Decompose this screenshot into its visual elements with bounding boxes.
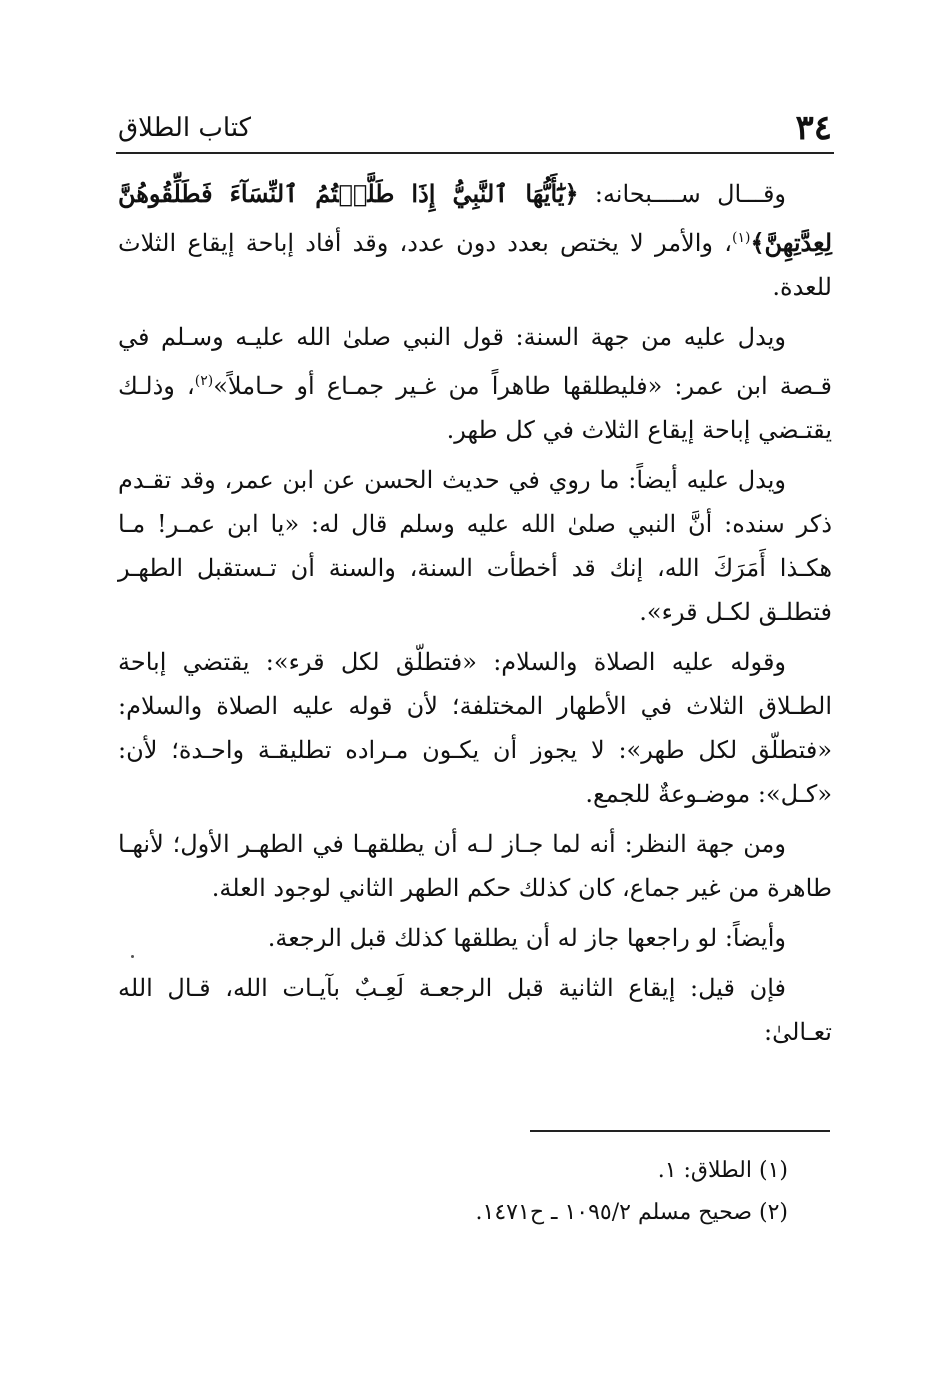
paragraph-7 (118, 966, 832, 1054)
footnotes (118, 1150, 832, 1234)
paragraph-7-text: فإن قيل: إيقاع الثانية قبل الرجعـة لَعِـبٌ بآيـات الله، قـال الله تعـالىٰ: (118, 974, 832, 1046)
paragraph-3 (118, 458, 832, 634)
paragraph-4 (118, 640, 832, 816)
footnote-ref-2: (٢) (194, 373, 214, 389)
paragraph-3-text: ويدل عليه أيضاً: ما روي في حديث الحسن عن ابن عمر، وقد تقـدم ذكر سنده: أنَّ النبي صلىٰ الله عليه وسلم قال له: «يا ابن عمـر! مـا هكـذا أَمَرَكَ الله، إنك قد أخطأت السنة، والسنة أن تـستقبل الطهـر فتطلـق لكـل قرء». (118, 466, 832, 626)
paragraph-2-rest: ، وذلـك يقتـضي إباحة إيقاع الثلاث في كل طهر. (118, 372, 832, 444)
footnote-1: (١) الطلاق: ١. (657, 1158, 788, 1183)
paragraph-6-text: وأيضاً: لو راجعها جاز له أن يطلقها كذلك قبل الرجعة. (267, 924, 786, 952)
paragraph-2 (118, 315, 832, 452)
paragraph-4-text: وقوله عليه الصلاة والسلام: «فتطلّق لكل قرء»: يقتضي إباحة الطـلاق الثلاث في الأطهار المختلفة؛ لأن قوله عليه الصلاة والسلام: «فتطلّق لكل طهر»: لا يجوز أن يكـون مـراده تطليقـة واحـدة؛ لأن: «كـل»: موضـوعةٌ للجمع. (118, 648, 832, 808)
footnote-ref-1: (١) (731, 230, 751, 246)
paragraph-6 (118, 916, 832, 960)
page-number: ٣٤ (795, 108, 832, 148)
footnote-2: (٢) صحيح مسلم ١٠٩٥/٢ ـ ح١٤٧١. (475, 1200, 788, 1225)
book-title: كتاب الطلاق (118, 113, 252, 143)
body-text (118, 172, 832, 1060)
paragraph-1-rest: ، والأمر لا يختص بعدد دون عدد، وقد أفاد إباحة إيقاع الثلاث للعدة. (118, 229, 832, 301)
paragraph-1 (118, 172, 832, 309)
print-speck (131, 955, 134, 958)
paragraph-5-text: ومن جهة النظر: أنه لما جـاز لـه أن يطلقهـا في الطهـر الأول؛ لأنهـا طاهرة من غير جماع، كان كذلك حكم الطهر الثاني لوجود العلة. (118, 830, 832, 902)
page-header (118, 104, 832, 152)
paragraph-2-intro: ويدل عليه من جهة السنة: قول النبي صلىٰ الله عليـه وسـلم في قـصة ابن عمر: «فليطلقها طاهراً من غـير جمـاع أو حـاملاً» (118, 323, 832, 400)
paragraph-1-intro: وقـــال ســــبحانه: (578, 180, 787, 208)
header-divider (116, 152, 834, 154)
paragraph-5 (118, 822, 832, 910)
footnote-divider (530, 1130, 830, 1132)
quran-verse: ﴿يَٰٓأَيُّهَا ٱلنَّبِيُّ إِذَا طَلَّقۡتُمُ ٱلنِّسَآءَ فَطَلِّقُوهُنَّ لِعِدَّتِهِنَّ﴾ (118, 179, 832, 257)
